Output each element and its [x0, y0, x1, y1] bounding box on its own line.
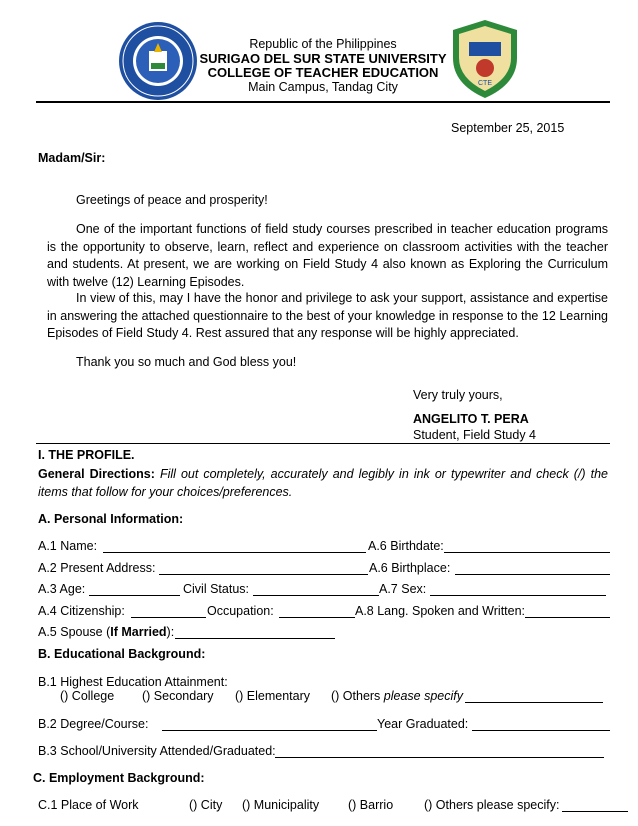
age-label: A.3 Age:: [38, 582, 86, 596]
birthplace-field[interactable]: [455, 574, 610, 575]
present-address-label: A.2 Present Address:: [38, 561, 156, 575]
place-of-work-label: C.1 Place of Work: [38, 798, 139, 812]
spouse-field[interactable]: [175, 638, 335, 639]
closing: Very truly yours,: [413, 388, 503, 402]
civil-status-field[interactable]: [253, 595, 379, 596]
header-campus: Main Campus, Tandag City: [248, 80, 398, 94]
signer-role: Student, Field Study 4: [413, 428, 536, 442]
year-graduated-label: Year Graduated:: [377, 717, 469, 731]
option-college[interactable]: () College: [60, 689, 115, 703]
citizenship-label: A.4 Citizenship:: [38, 604, 125, 618]
birthplace-label: A.6 Birthplace:: [369, 561, 451, 575]
option-elementary[interactable]: () Elementary: [235, 689, 311, 703]
letter-date: September 25, 2015: [451, 121, 565, 135]
directions-label: General Directions:: [38, 467, 155, 481]
option-others[interactable]: [331, 689, 463, 703]
school-field[interactable]: [275, 757, 604, 758]
option-secondary[interactable]: () Secondary: [142, 689, 214, 703]
signer-name: ANGELITO T. PERA: [413, 412, 529, 426]
occupation-label: Occupation:: [207, 604, 274, 618]
spouse-prefix: A.5 Spouse (: [38, 625, 111, 639]
name-field[interactable]: [103, 552, 366, 553]
general-directions: [38, 466, 608, 501]
spouse-bold: If Married: [110, 625, 167, 639]
spouse-label: [38, 625, 174, 639]
college-seal-text: CTE: [478, 80, 492, 87]
year-graduated-field[interactable]: [472, 730, 610, 731]
option-others-label: () Others: [331, 689, 384, 703]
option-city[interactable]: () City: [189, 798, 223, 812]
letter-divider: [36, 443, 610, 444]
option-others-italic: please specify: [383, 689, 464, 703]
citizenship-field[interactable]: [131, 617, 206, 618]
degree-label: B.2 Degree/Course:: [38, 717, 149, 731]
option-others-work[interactable]: () Others please specify:: [424, 798, 560, 812]
sex-field[interactable]: [430, 595, 606, 596]
paragraph-2: In view of this, may I have the honor and privilege to ask your support, assistance and expertise in answering the attached questionnaire to the best of your knowledge in response to the 12 Learning Episodes of Field Study 4. Rest assured that any response will be highly appreciated.: [47, 291, 608, 340]
spouse-suffix: ):: [166, 625, 175, 639]
school-label: B.3 School/University Attended/Graduated:: [38, 744, 276, 758]
salutation: Madam/Sir:: [38, 151, 106, 165]
option-municipality[interactable]: () Municipality: [242, 798, 320, 812]
header-university: SURIGAO DEL SUR STATE UNIVERSITY: [199, 51, 447, 66]
birthdate-label: A.6 Birthdate:: [368, 539, 444, 553]
occupation-field[interactable]: [279, 617, 355, 618]
employment-title: C. Employment Background:: [33, 771, 205, 785]
present-address-field[interactable]: [159, 574, 368, 575]
lang-label: A.8 Lang. Spoken and Written:: [355, 604, 526, 618]
header-republic: Republic of the Philippines: [249, 37, 397, 51]
age-field[interactable]: [89, 595, 180, 596]
attainment-label: B.1 Highest Education Attainment:: [38, 675, 228, 689]
thanks-line: Thank you so much and God bless you!: [76, 355, 297, 369]
lang-field[interactable]: [525, 617, 610, 618]
profile-title: I. THE PROFILE.: [38, 448, 135, 462]
education-title: B. Educational Background:: [38, 647, 206, 661]
birthdate-field[interactable]: [444, 552, 610, 553]
paragraph-1: One of the important functions of field study courses prescribed in teacher education programs is the opportunity to observe, learn, reflect and experience on classroom activities with the teacher and students. At present, we are working on Field Study 4 also known as Exploring the Curriculum with twelve (12) Learning Episodes.: [47, 222, 608, 289]
civil-status-label: Civil Status:: [183, 582, 249, 596]
work-others-field[interactable]: [562, 811, 628, 812]
name-label: A.1 Name:: [38, 539, 98, 553]
header-college: COLLEGE OF TEACHER EDUCATION: [207, 65, 439, 80]
personal-info-title: A. Personal Information:: [38, 512, 184, 526]
others-specify-field[interactable]: [465, 702, 603, 703]
option-barrio[interactable]: () Barrio: [348, 798, 394, 812]
header-divider: [36, 101, 610, 103]
greeting: Greetings of peace and prosperity!: [76, 193, 268, 207]
degree-field[interactable]: [162, 730, 377, 731]
sex-label: A.7 Sex:: [379, 582, 427, 596]
directions-text: Fill out completely, accurately and legibly in ink or typewriter and check (/) the items that follow for your choices/preferences.: [38, 467, 608, 499]
